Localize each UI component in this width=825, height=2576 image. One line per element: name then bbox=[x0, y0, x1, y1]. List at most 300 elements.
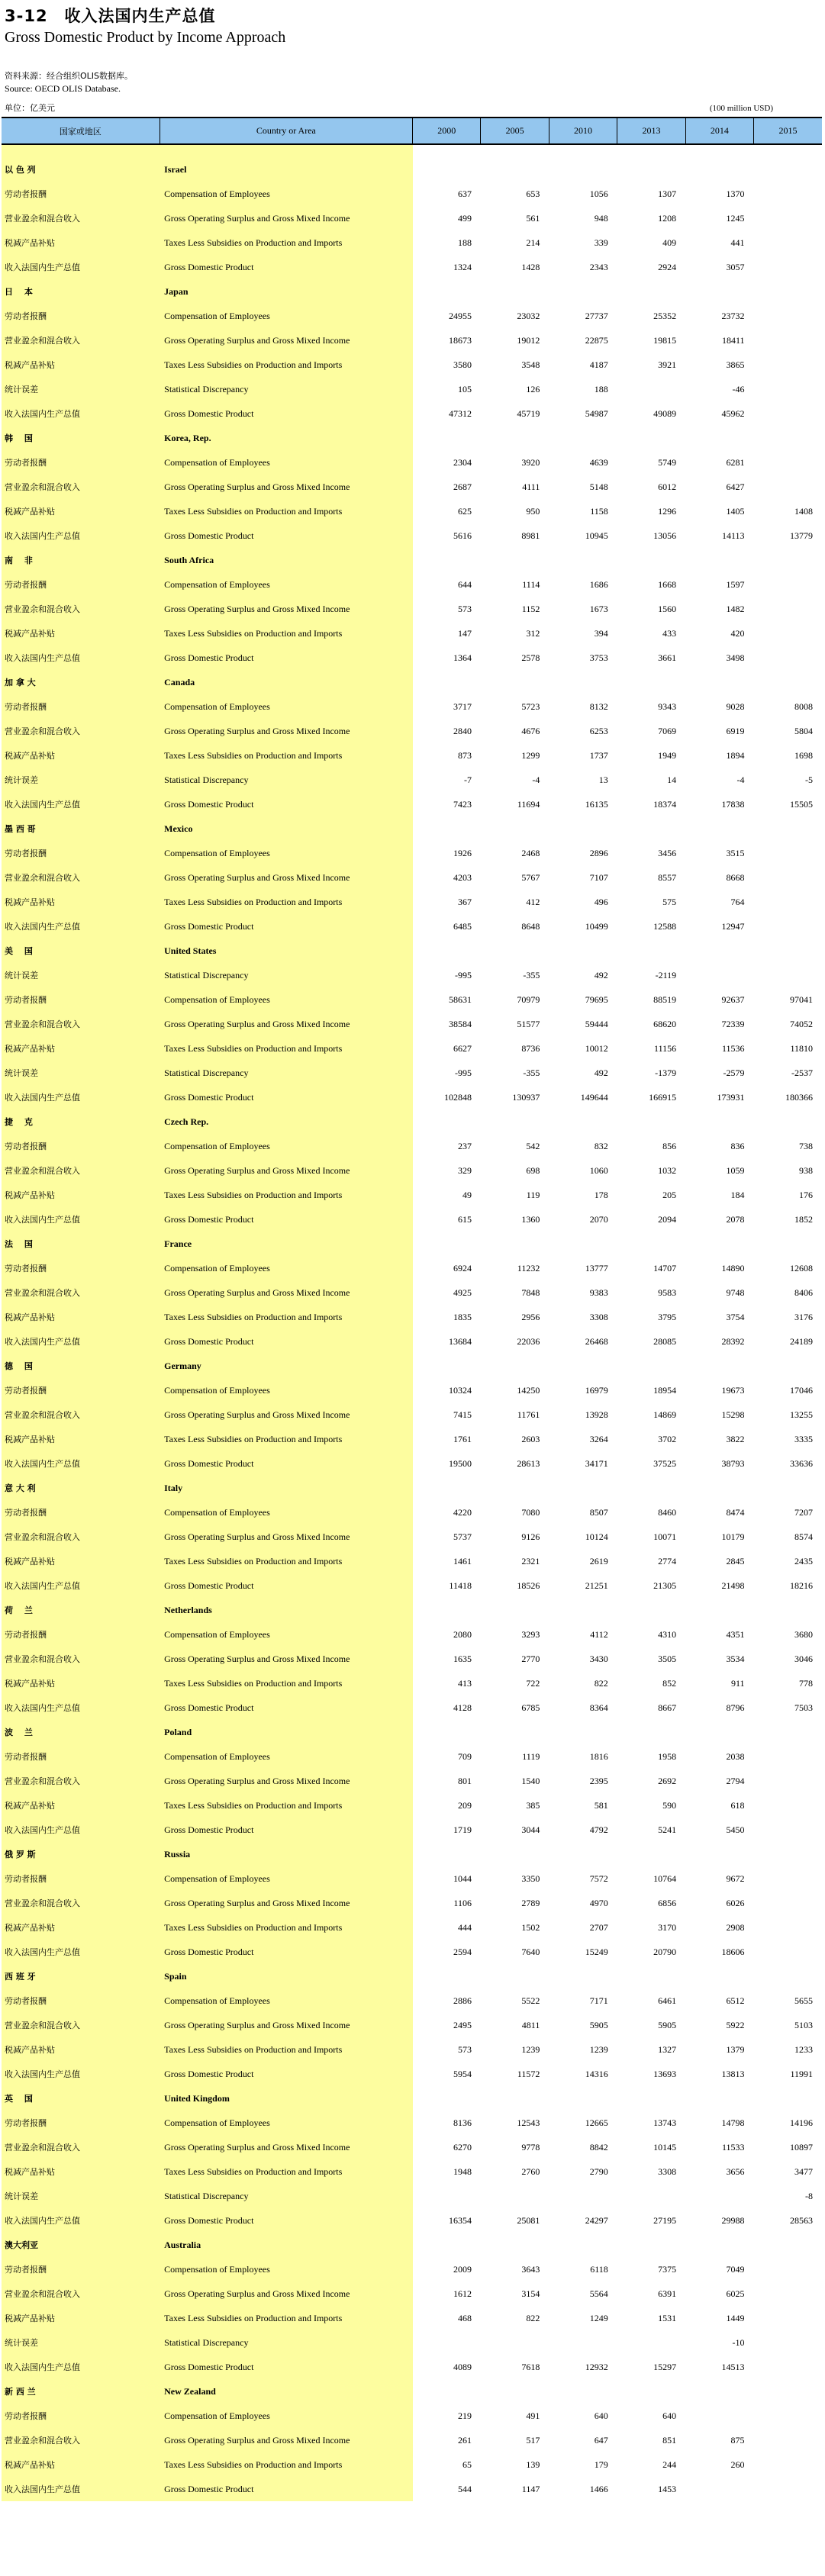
value-cell bbox=[685, 426, 753, 450]
value-cell bbox=[481, 1964, 549, 1988]
table-header bbox=[2, 118, 822, 144]
value-cell: 3044 bbox=[521, 1824, 540, 1835]
value-cell: 3335 bbox=[794, 1433, 813, 1444]
value-cell: 764 bbox=[730, 896, 745, 907]
value-cell bbox=[481, 670, 549, 694]
value-cell bbox=[754, 1354, 822, 1378]
country-name-en: Canada bbox=[160, 670, 412, 694]
value-cell: 49089 bbox=[653, 407, 677, 419]
value-cell bbox=[754, 1891, 822, 1915]
value-cell: 18411 bbox=[721, 334, 745, 346]
column-header-year: 2013 bbox=[617, 118, 685, 144]
indicator-name-en: Compensation of Employees bbox=[160, 1622, 412, 1647]
value-cell bbox=[413, 816, 481, 841]
value-cell bbox=[617, 279, 685, 304]
indicator-name-cn: 营业盈余和混合收入 bbox=[2, 1012, 160, 1036]
value-cell bbox=[754, 304, 822, 328]
value-cell: 8136 bbox=[453, 2117, 472, 2128]
table-row bbox=[2, 1183, 822, 1207]
table-row bbox=[2, 1647, 822, 1671]
value-cell: 28563 bbox=[790, 2214, 813, 2226]
table-row bbox=[2, 1378, 822, 1402]
value-cell: 214 bbox=[526, 237, 540, 248]
value-cell: 13056 bbox=[653, 530, 677, 541]
value-cell bbox=[754, 2452, 822, 2477]
value-cell: -2119 bbox=[655, 969, 677, 980]
indicator-name-en: Compensation of Employees bbox=[160, 1988, 412, 2013]
value-cell: 58631 bbox=[448, 993, 472, 1005]
value-cell: 2794 bbox=[726, 1775, 745, 1786]
table-row bbox=[2, 2306, 822, 2330]
value-cell bbox=[549, 548, 617, 572]
table-row bbox=[2, 2159, 822, 2184]
indicator-name-cn: 劳动者报酬 bbox=[2, 450, 160, 475]
value-cell: 1239 bbox=[589, 2043, 608, 2055]
country-name-en: New Zealand bbox=[160, 2379, 412, 2404]
value-cell bbox=[549, 157, 617, 182]
table-row bbox=[2, 1818, 822, 1842]
value-cell: 14707 bbox=[653, 1262, 677, 1274]
value-cell bbox=[481, 2086, 549, 2111]
value-cell: -4 bbox=[532, 774, 540, 785]
document-header bbox=[0, 0, 825, 114]
value-cell: 68620 bbox=[653, 1018, 677, 1029]
value-cell: 5922 bbox=[726, 2019, 745, 2030]
value-cell: 10179 bbox=[721, 1531, 745, 1542]
value-cell: 8557 bbox=[658, 871, 677, 883]
value-cell bbox=[549, 1842, 617, 1866]
value-cell bbox=[413, 1476, 481, 1500]
value-cell: 1060 bbox=[589, 1164, 608, 1176]
value-cell: 2760 bbox=[521, 2165, 540, 2177]
country-name-cn: 新 西 兰 bbox=[2, 2379, 160, 2404]
indicator-name-en: Gross Operating Surplus and Gross Mixed Income bbox=[160, 1158, 412, 1183]
spacer-row bbox=[2, 144, 822, 157]
value-cell: 2038 bbox=[726, 1750, 745, 1762]
value-cell: -355 bbox=[523, 1067, 540, 1078]
table-row bbox=[2, 1573, 822, 1598]
value-cell: 7848 bbox=[521, 1286, 540, 1298]
table-row bbox=[2, 2355, 822, 2379]
value-cell bbox=[685, 279, 753, 304]
value-cell: 6919 bbox=[726, 725, 745, 736]
value-cell: 2840 bbox=[453, 725, 472, 736]
table-row bbox=[2, 2404, 822, 2428]
value-cell: 3548 bbox=[521, 359, 540, 370]
value-cell: 24189 bbox=[790, 1335, 813, 1347]
table-row bbox=[2, 963, 822, 987]
indicator-name-cn: 收入法国内生产总值 bbox=[2, 1818, 160, 1842]
value-cell: 1296 bbox=[658, 505, 677, 517]
value-cell: 618 bbox=[730, 1799, 745, 1811]
value-cell bbox=[481, 939, 549, 963]
indicator-name-cn: 营业盈余和混合收入 bbox=[2, 2428, 160, 2452]
value-cell: 2321 bbox=[521, 1555, 540, 1567]
table-row bbox=[2, 2452, 822, 2477]
value-cell: 130937 bbox=[512, 1091, 540, 1103]
value-cell: 938 bbox=[799, 1164, 813, 1176]
value-cell: 49 bbox=[462, 1189, 472, 1200]
value-cell bbox=[754, 1866, 822, 1891]
value-cell bbox=[617, 1476, 685, 1500]
value-cell bbox=[481, 2184, 549, 2208]
value-cell bbox=[685, 1720, 753, 1744]
indicator-name-cn: 税减产品补贴 bbox=[2, 890, 160, 914]
country-name-en: Japan bbox=[160, 279, 412, 304]
value-cell: 10145 bbox=[653, 2141, 677, 2153]
value-cell: -995 bbox=[454, 1067, 472, 1078]
value-cell: 45719 bbox=[517, 407, 540, 419]
country-name-en: South Africa bbox=[160, 548, 412, 572]
value-cell: 6253 bbox=[589, 725, 608, 736]
value-cell: 8574 bbox=[794, 1531, 813, 1542]
value-cell: 23032 bbox=[517, 310, 540, 321]
indicator-name-en: Gross Domestic Product bbox=[160, 401, 412, 426]
indicator-name-cn: 收入法国内生产总值 bbox=[2, 2355, 160, 2379]
table-row bbox=[2, 1451, 822, 1476]
value-cell: 5767 bbox=[521, 871, 540, 883]
value-cell: 1949 bbox=[658, 749, 677, 761]
indicator-name-en: Gross Operating Surplus and Gross Mixed Income bbox=[160, 865, 412, 890]
value-cell: 9778 bbox=[521, 2141, 540, 2153]
value-cell: 1239 bbox=[521, 2043, 540, 2055]
value-cell: 4792 bbox=[589, 1824, 608, 1835]
table-row bbox=[2, 572, 822, 597]
value-cell bbox=[754, 157, 822, 182]
value-cell: 4811 bbox=[521, 2019, 540, 2030]
value-cell: 3293 bbox=[521, 1628, 540, 1640]
value-cell: 312 bbox=[526, 627, 540, 639]
unit-row bbox=[5, 102, 825, 114]
value-cell: 51577 bbox=[517, 1018, 540, 1029]
country-header-row bbox=[2, 1842, 822, 1866]
value-cell bbox=[754, 2477, 822, 2501]
value-cell bbox=[617, 939, 685, 963]
country-name-cn: 捷 克 bbox=[2, 1109, 160, 1134]
value-cell bbox=[413, 2086, 481, 2111]
indicator-name-en: Gross Domestic Product bbox=[160, 914, 412, 939]
value-cell: 492 bbox=[594, 969, 608, 980]
value-cell: 25352 bbox=[653, 310, 677, 321]
value-cell: 3308 bbox=[589, 1311, 608, 1322]
country-name-en: Italy bbox=[160, 1476, 412, 1500]
value-cell: 6270 bbox=[453, 2141, 472, 2153]
value-cell: 105 bbox=[457, 383, 472, 394]
value-cell: 180366 bbox=[785, 1091, 813, 1103]
value-cell bbox=[617, 377, 685, 401]
indicator-name-cn: 税减产品补贴 bbox=[2, 1793, 160, 1818]
value-cell bbox=[549, 1598, 617, 1622]
value-cell: 573 bbox=[457, 2043, 472, 2055]
country-header-row bbox=[2, 670, 822, 694]
value-cell: 2774 bbox=[658, 1555, 677, 1567]
value-cell: 7375 bbox=[658, 2263, 677, 2275]
value-cell: 11694 bbox=[517, 798, 540, 810]
value-cell: 5564 bbox=[589, 2288, 608, 2299]
value-cell bbox=[481, 548, 549, 572]
value-cell bbox=[617, 2184, 685, 2208]
value-cell: 644 bbox=[457, 578, 472, 590]
value-cell: 19815 bbox=[653, 334, 677, 346]
country-name-en: Russia bbox=[160, 1842, 412, 1866]
table-row bbox=[2, 1940, 822, 1964]
table-row bbox=[2, 1769, 822, 1793]
value-cell: 1147 bbox=[521, 2483, 540, 2494]
value-cell: 6391 bbox=[658, 2288, 677, 2299]
table-row bbox=[2, 2477, 822, 2501]
value-cell: 6026 bbox=[726, 1897, 745, 1908]
value-cell: 1208 bbox=[658, 212, 677, 224]
value-cell bbox=[754, 914, 822, 939]
value-cell: 13743 bbox=[653, 2117, 677, 2128]
value-cell: 37525 bbox=[653, 1457, 677, 1469]
value-cell bbox=[481, 2379, 549, 2404]
value-cell: 873 bbox=[457, 749, 472, 761]
value-cell: 12608 bbox=[790, 1262, 813, 1274]
value-cell: 1056 bbox=[589, 188, 608, 199]
value-cell bbox=[754, 621, 822, 646]
value-cell bbox=[754, 2404, 822, 2428]
value-cell bbox=[617, 426, 685, 450]
indicator-name-cn: 收入法国内生产总值 bbox=[2, 2062, 160, 2086]
value-cell: 10499 bbox=[585, 920, 608, 932]
value-cell: 822 bbox=[594, 1677, 608, 1689]
indicator-name-cn: 税减产品补贴 bbox=[2, 621, 160, 646]
value-cell: 5723 bbox=[521, 700, 540, 712]
indicator-name-cn: 税减产品补贴 bbox=[2, 1183, 160, 1207]
indicator-name-en: Gross Domestic Product bbox=[160, 2208, 412, 2233]
table-row bbox=[2, 597, 822, 621]
indicator-name-cn: 劳动者报酬 bbox=[2, 1744, 160, 1769]
value-cell: 1032 bbox=[658, 1164, 677, 1176]
country-name-cn: 波 兰 bbox=[2, 1720, 160, 1744]
value-cell: 12543 bbox=[517, 2117, 540, 2128]
indicator-name-cn: 税减产品补贴 bbox=[2, 1915, 160, 1940]
value-cell: 590 bbox=[662, 1799, 677, 1811]
value-cell bbox=[754, 1476, 822, 1500]
value-cell bbox=[617, 1964, 685, 1988]
value-cell: -8 bbox=[805, 2190, 813, 2201]
value-cell bbox=[481, 1232, 549, 1256]
value-cell: 126 bbox=[526, 383, 540, 394]
country-name-cn: 意 大 利 bbox=[2, 1476, 160, 1500]
indicator-name-en: Statistical Discrepancy bbox=[160, 768, 412, 792]
country-name-en: Australia bbox=[160, 2233, 412, 2257]
value-cell: 1948 bbox=[453, 2165, 472, 2177]
table-row bbox=[2, 2281, 822, 2306]
value-cell: 1106 bbox=[453, 1897, 472, 1908]
indicator-name-en: Taxes Less Subsidies on Production and Imports bbox=[160, 1549, 412, 1573]
value-cell: 139 bbox=[526, 2458, 540, 2470]
table-row bbox=[2, 2135, 822, 2159]
indicator-name-en: Compensation of Employees bbox=[160, 1378, 412, 1402]
value-cell: 5737 bbox=[453, 1531, 472, 1542]
value-cell: 3865 bbox=[726, 359, 745, 370]
value-cell bbox=[481, 1354, 549, 1378]
value-cell: 22875 bbox=[585, 334, 608, 346]
source-note-chinese: 资料来源：经合组织OLIS数据库。 bbox=[5, 71, 134, 81]
value-cell: 2790 bbox=[589, 2165, 608, 2177]
indicator-name-en: Compensation of Employees bbox=[160, 694, 412, 719]
indicator-name-cn: 收入法国内生产总值 bbox=[2, 914, 160, 939]
value-cell bbox=[754, 2428, 822, 2452]
value-cell: 647 bbox=[594, 2434, 608, 2446]
value-cell bbox=[754, 2379, 822, 2404]
value-cell: 9028 bbox=[726, 700, 745, 712]
country-name-cn: 韩 国 bbox=[2, 426, 160, 450]
value-cell: 5522 bbox=[521, 1995, 540, 2006]
value-cell: 54987 bbox=[585, 407, 608, 419]
indicator-name-en: Gross Operating Surplus and Gross Mixed Income bbox=[160, 328, 412, 353]
value-cell: 911 bbox=[730, 1677, 745, 1689]
indicator-name-cn: 劳动者报酬 bbox=[2, 1256, 160, 1280]
value-cell: 2924 bbox=[658, 261, 677, 272]
value-cell: 7107 bbox=[589, 871, 608, 883]
value-cell: 542 bbox=[526, 1140, 540, 1151]
value-cell bbox=[754, 255, 822, 279]
indicator-name-cn: 税减产品补贴 bbox=[2, 1671, 160, 1695]
value-cell: 27195 bbox=[653, 2214, 677, 2226]
value-cell bbox=[685, 157, 753, 182]
indicator-name-cn: 劳动者报酬 bbox=[2, 1866, 160, 1891]
value-cell: 13 bbox=[598, 774, 608, 785]
value-cell bbox=[754, 597, 822, 621]
indicator-name-cn: 劳动者报酬 bbox=[2, 572, 160, 597]
value-cell bbox=[685, 2477, 753, 2501]
value-cell bbox=[754, 841, 822, 865]
value-cell bbox=[481, 1598, 549, 1622]
value-cell: 3534 bbox=[726, 1653, 745, 1664]
value-cell: 1307 bbox=[658, 188, 677, 199]
value-cell: 2094 bbox=[658, 1213, 677, 1225]
value-cell: 615 bbox=[457, 1213, 472, 1225]
value-cell: 2080 bbox=[453, 1628, 472, 1640]
value-cell: -7 bbox=[463, 774, 472, 785]
value-cell bbox=[413, 426, 481, 450]
value-cell bbox=[617, 1842, 685, 1866]
indicator-name-cn: 收入法国内生产总值 bbox=[2, 1085, 160, 1109]
value-cell: 856 bbox=[662, 1140, 677, 1151]
indicator-name-en: Gross Domestic Product bbox=[160, 2062, 412, 2086]
table-row bbox=[2, 694, 822, 719]
value-cell: 1894 bbox=[726, 749, 745, 761]
value-cell: 367 bbox=[457, 896, 472, 907]
indicator-name-cn: 税减产品补贴 bbox=[2, 2037, 160, 2062]
value-cell bbox=[617, 2233, 685, 2257]
table-row bbox=[2, 1256, 822, 1280]
value-cell: 6012 bbox=[658, 481, 677, 492]
value-cell: 6627 bbox=[453, 1042, 472, 1054]
value-cell: 385 bbox=[526, 1799, 540, 1811]
indicator-name-cn: 税减产品补贴 bbox=[2, 230, 160, 255]
table-row bbox=[2, 1891, 822, 1915]
value-cell: 4128 bbox=[453, 1702, 472, 1713]
indicator-name-cn: 收入法国内生产总值 bbox=[2, 1573, 160, 1598]
table-row bbox=[2, 646, 822, 670]
value-cell: 698 bbox=[526, 1164, 540, 1176]
value-cell bbox=[685, 1354, 753, 1378]
table-row bbox=[2, 1793, 822, 1818]
country-header-row bbox=[2, 1476, 822, 1500]
table-row bbox=[2, 1427, 822, 1451]
indicator-name-cn: 收入法国内生产总值 bbox=[2, 1207, 160, 1232]
value-cell: 832 bbox=[594, 1140, 608, 1151]
value-cell: 4111 bbox=[522, 481, 540, 492]
table-row bbox=[2, 1622, 822, 1647]
indicator-name-cn: 劳动者报酬 bbox=[2, 1134, 160, 1158]
value-cell: 11232 bbox=[517, 1262, 540, 1274]
value-cell: 950 bbox=[526, 505, 540, 517]
value-cell: 3477 bbox=[794, 2165, 813, 2177]
value-cell bbox=[685, 963, 753, 987]
value-cell bbox=[481, 157, 549, 182]
country-name-en: France bbox=[160, 1232, 412, 1256]
value-cell: 1249 bbox=[589, 2312, 608, 2323]
column-header-year: 2015 bbox=[754, 118, 822, 144]
value-cell: 74052 bbox=[790, 1018, 813, 1029]
value-cell: 47312 bbox=[448, 407, 472, 419]
value-cell: 8842 bbox=[589, 2141, 608, 2153]
value-cell: 413 bbox=[457, 1677, 472, 1689]
value-cell: 2619 bbox=[589, 1555, 608, 1567]
indicator-name-en: Compensation of Employees bbox=[160, 1500, 412, 1525]
table-row bbox=[2, 2330, 822, 2355]
value-cell: 2896 bbox=[589, 847, 608, 858]
indicator-name-cn: 营业盈余和混合收入 bbox=[2, 206, 160, 230]
value-cell bbox=[413, 1109, 481, 1134]
value-cell bbox=[617, 670, 685, 694]
value-cell: 4351 bbox=[726, 1628, 745, 1640]
value-cell: 1453 bbox=[658, 2483, 677, 2494]
country-header-row bbox=[2, 2233, 822, 2257]
value-cell: 5655 bbox=[794, 1995, 813, 2006]
value-cell: 260 bbox=[730, 2458, 745, 2470]
value-cell: -5 bbox=[805, 774, 813, 785]
table-row bbox=[2, 792, 822, 816]
value-cell bbox=[549, 939, 617, 963]
value-cell: 722 bbox=[526, 1677, 540, 1689]
value-cell: 1449 bbox=[726, 2312, 745, 2323]
table-row bbox=[2, 2257, 822, 2281]
value-cell: 6485 bbox=[453, 920, 472, 932]
country-header-row bbox=[2, 2379, 822, 2404]
table-row bbox=[2, 1158, 822, 1183]
value-cell: 70979 bbox=[517, 993, 540, 1005]
indicator-name-cn: 营业盈余和混合收入 bbox=[2, 1891, 160, 1915]
value-cell: 3920 bbox=[521, 456, 540, 468]
indicator-name-cn: 收入法国内生产总值 bbox=[2, 792, 160, 816]
value-cell bbox=[685, 1109, 753, 1134]
value-cell: 1360 bbox=[521, 1213, 540, 1225]
table-row bbox=[2, 1134, 822, 1158]
gdp-table bbox=[2, 117, 822, 2501]
indicator-name-en: Compensation of Employees bbox=[160, 2404, 412, 2428]
value-cell bbox=[754, 2355, 822, 2379]
indicator-name-cn: 税减产品补贴 bbox=[2, 1549, 160, 1573]
value-cell: 8507 bbox=[589, 1506, 608, 1518]
value-cell: 468 bbox=[457, 2312, 472, 2323]
value-cell bbox=[481, 1476, 549, 1500]
value-cell: 20790 bbox=[653, 1946, 677, 1957]
value-cell: 2304 bbox=[453, 456, 472, 468]
value-cell: 1958 bbox=[658, 1750, 677, 1762]
value-cell: 653 bbox=[526, 188, 540, 199]
indicator-name-en: Compensation of Employees bbox=[160, 572, 412, 597]
indicator-name-cn: 劳动者报酬 bbox=[2, 2111, 160, 2135]
value-cell bbox=[413, 670, 481, 694]
value-cell bbox=[549, 2379, 617, 2404]
indicator-name-cn: 收入法国内生产总值 bbox=[2, 1940, 160, 1964]
